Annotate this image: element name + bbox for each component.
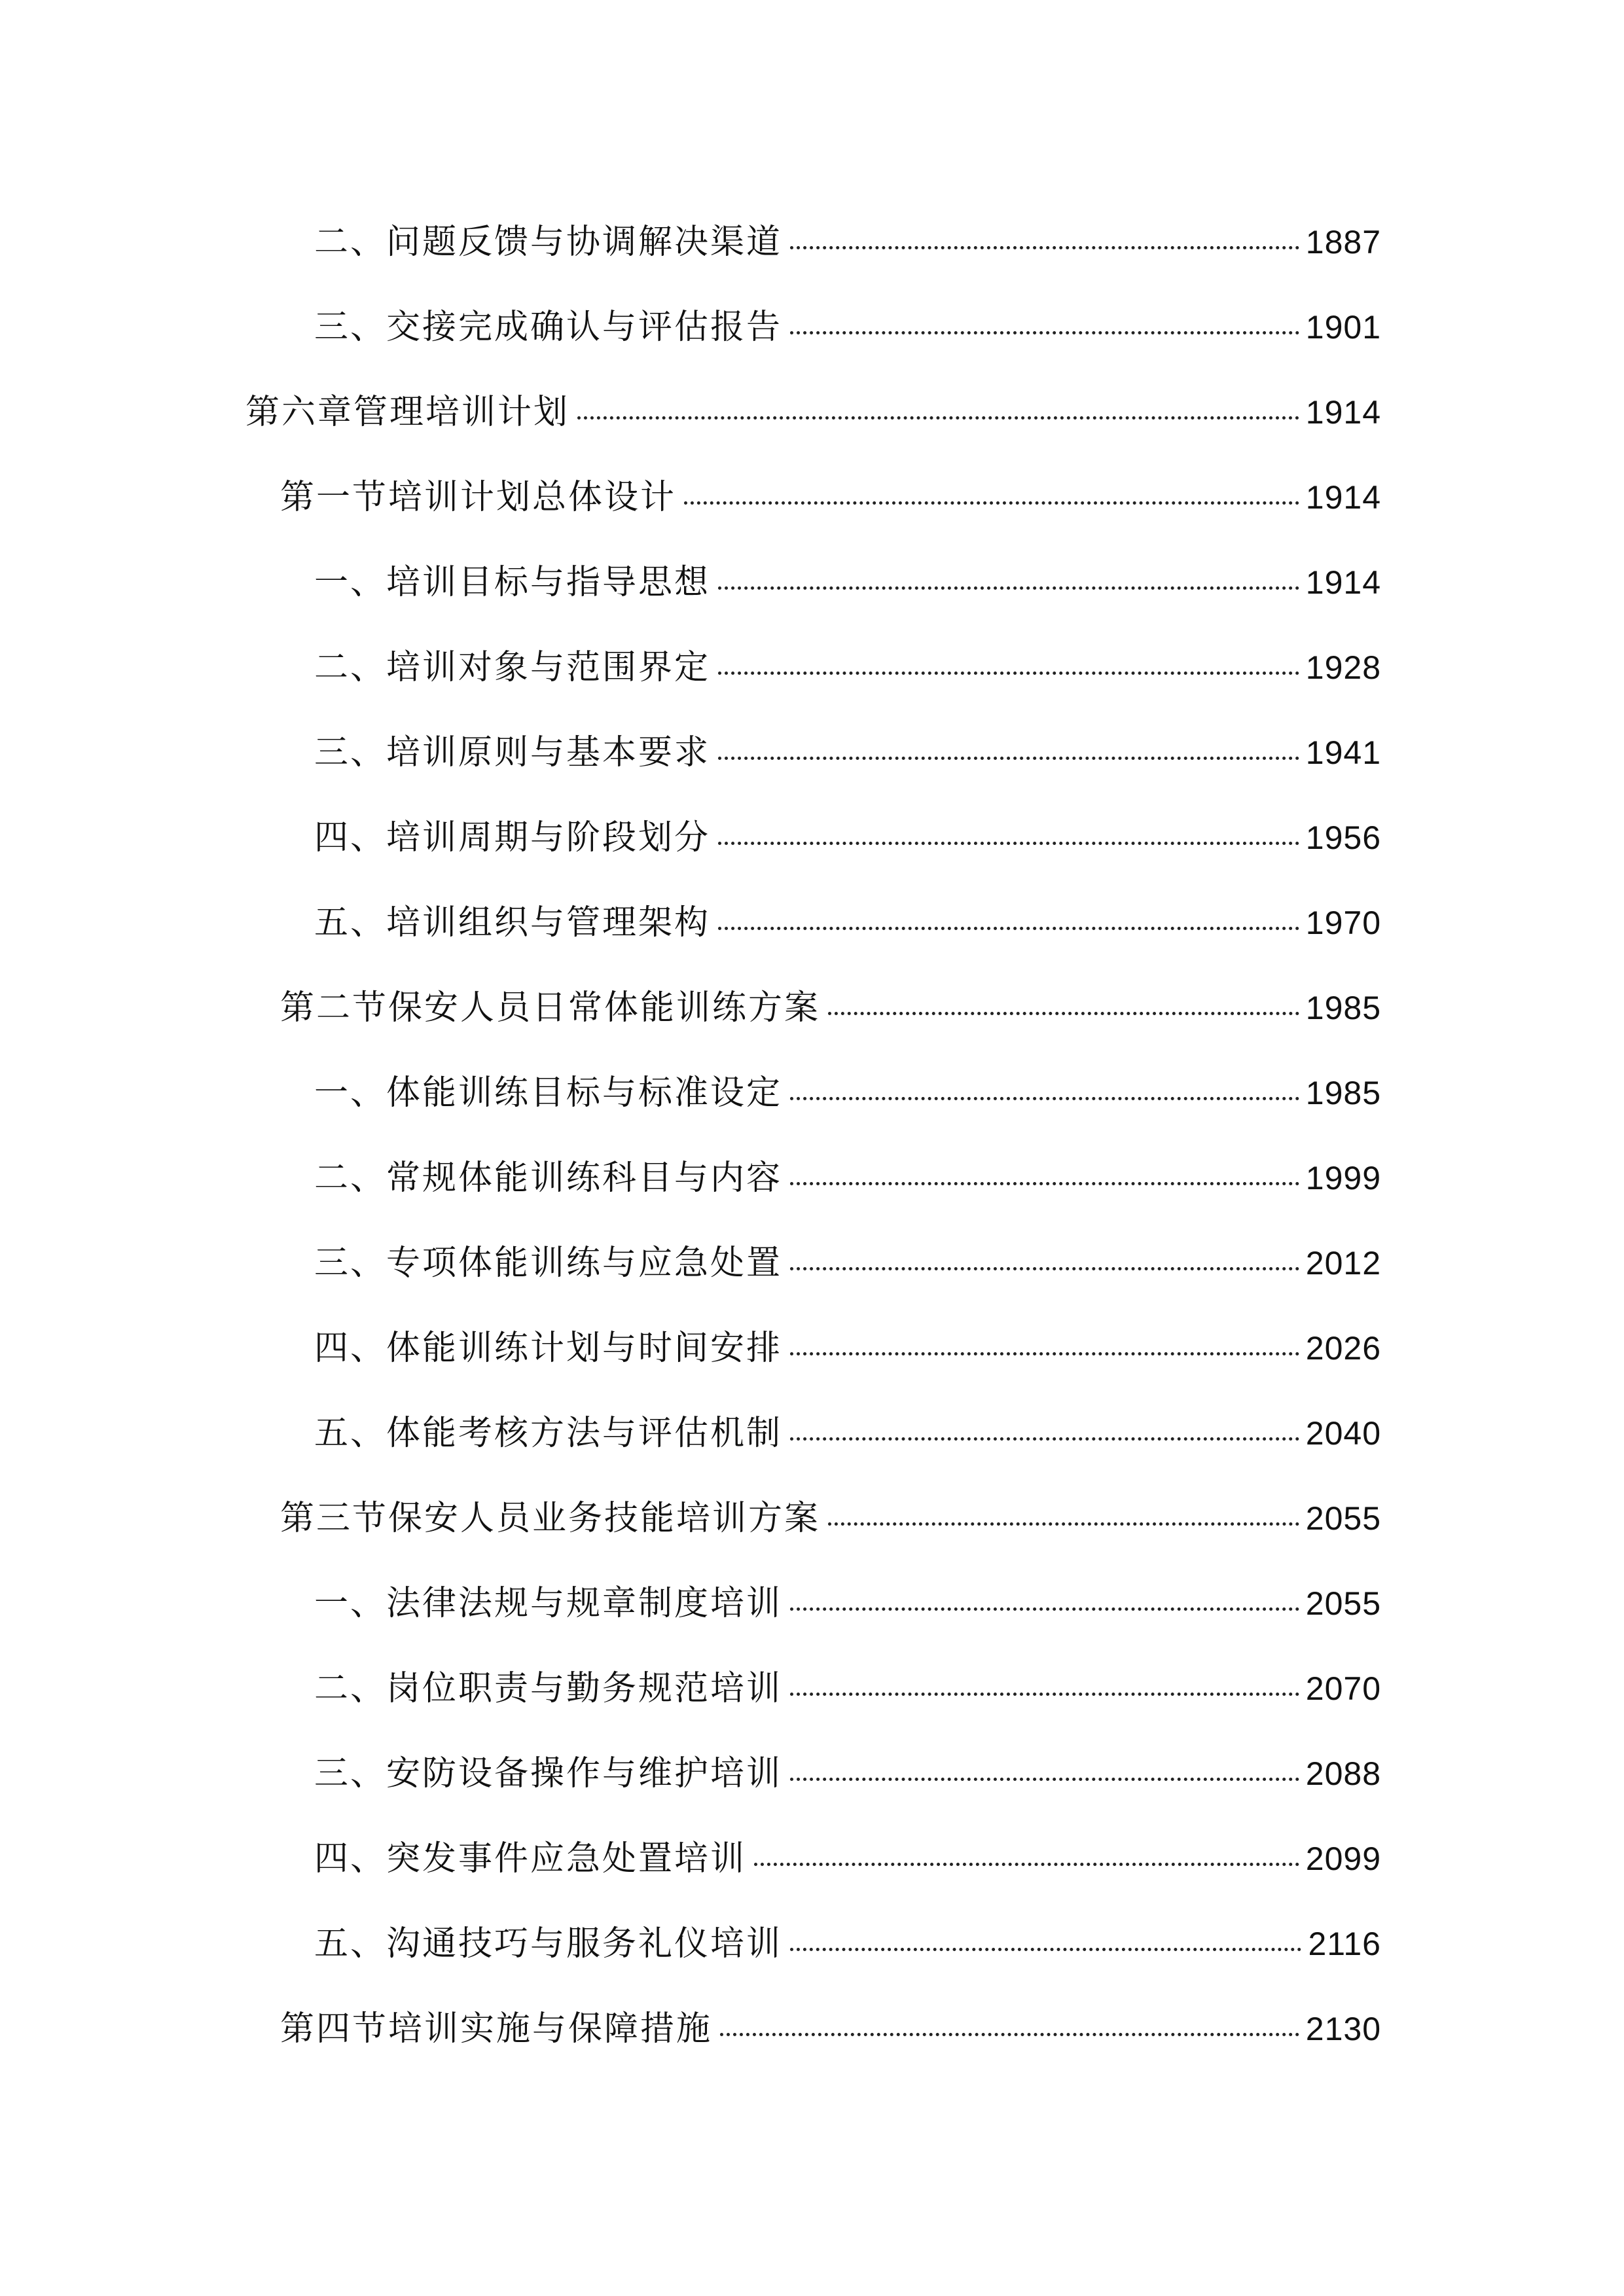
toc-entry-subsection[interactable]	[314, 1319, 1381, 1378]
toc-entry-page-number: 2055	[1305, 1585, 1381, 1622]
toc-entry-subsection[interactable]	[314, 893, 1381, 952]
toc-entry-title: 四、体能训练计划与时间安排	[314, 1329, 783, 1368]
toc-entry-subsection[interactable]	[314, 638, 1381, 697]
toc-entry-page-number: 1985	[1305, 1075, 1381, 1111]
toc-entry-subsection[interactable]	[314, 808, 1381, 867]
toc-entry-title: 一、体能训练目标与标准设定	[314, 1073, 783, 1113]
toc-entry-page-number: 2116	[1308, 1926, 1381, 1962]
toc-entry-page-number: 1985	[1305, 990, 1381, 1026]
toc-entry-title: 第一节培训计划总体设计	[280, 478, 677, 517]
toc-entry-page-number: 2026	[1305, 1330, 1381, 1367]
toc-entry-subsection[interactable]	[314, 1829, 1381, 1888]
toc-entry-subsection[interactable]	[314, 553, 1381, 612]
dot-leader	[684, 501, 1299, 505]
toc-entry-title: 三、交接完成确认与评估报告	[314, 308, 783, 347]
toc-entry-page-number: 2088	[1305, 1755, 1381, 1792]
dot-leader	[828, 1522, 1299, 1526]
toc-entry-title: 一、培训目标与指导思想	[314, 563, 711, 602]
toc-entry-section[interactable]	[280, 978, 1381, 1037]
toc-entry-title: 二、培训对象与范围界定	[314, 648, 711, 687]
dot-leader	[790, 1948, 1301, 1951]
toc-entry-title: 五、培训组织与管理架构	[314, 903, 711, 942]
toc-entry-subsection[interactable]	[314, 1744, 1381, 1803]
toc-entry-page-number: 1914	[1305, 394, 1381, 431]
toc-entry-title: 第二节保安人员日常体能训练方案	[280, 988, 821, 1028]
toc-entry-title: 五、体能考核方法与评估机制	[314, 1414, 783, 1453]
dot-leader	[577, 416, 1299, 420]
dot-leader	[718, 586, 1299, 590]
toc-entry-subsection[interactable]	[314, 1234, 1381, 1293]
dot-leader	[790, 1693, 1299, 1696]
dot-leader	[790, 246, 1299, 249]
toc-entry-page-number: 1914	[1305, 564, 1381, 601]
toc-entry-title: 三、安防设备操作与维护培训	[314, 1754, 783, 1793]
dot-leader	[790, 1097, 1299, 1100]
toc-entry-subsection[interactable]	[314, 1149, 1381, 1208]
dot-leader	[790, 1437, 1299, 1441]
dot-leader	[790, 331, 1299, 334]
toc-entry-title: 第四节培训实施与保障措施	[280, 2009, 713, 2049]
dot-leader	[790, 1352, 1299, 1355]
toc-entry-page-number: 1914	[1305, 479, 1381, 516]
toc-entry-page-number: 1941	[1305, 734, 1381, 771]
dot-leader	[718, 672, 1299, 675]
toc-entry-page-number: 1999	[1305, 1160, 1381, 1196]
toc-entry-subsection[interactable]	[314, 1404, 1381, 1463]
dot-leader	[790, 1267, 1299, 1270]
toc-entry-title: 三、专项体能训练与应急处置	[314, 1244, 783, 1283]
dot-leader	[790, 1607, 1299, 1611]
toc-entry-subsection[interactable]	[314, 213, 1381, 272]
dot-leader	[790, 1778, 1299, 1781]
toc-entry-title: 五、沟通技巧与服务礼仪培训	[314, 1924, 783, 1964]
toc-entry-page-number: 2070	[1305, 1670, 1381, 1707]
toc-entry-page-number: 1887	[1305, 224, 1381, 260]
toc-entry-section[interactable]	[280, 1489, 1381, 1548]
toc-entry-page-number: 1956	[1305, 819, 1381, 856]
toc-entry-title: 二、问题反馈与协调解决渠道	[314, 223, 783, 262]
toc-entry-page-number: 2040	[1305, 1415, 1381, 1452]
toc-entry-page-number: 2099	[1305, 1840, 1381, 1877]
dot-leader	[718, 927, 1299, 930]
toc-entry-subsection[interactable]	[314, 1914, 1381, 1973]
dot-leader	[718, 757, 1299, 760]
dot-leader	[754, 1863, 1299, 1866]
dot-leader	[720, 2033, 1299, 2036]
toc-entry-page-number: 2012	[1305, 1245, 1381, 1282]
toc-entry-subsection[interactable]	[314, 1574, 1381, 1633]
toc-entry-title: 二、常规体能训练科目与内容	[314, 1158, 783, 1198]
toc-entry-title: 第六章管理培训计划	[245, 393, 570, 432]
toc-entry-page-number: 1901	[1305, 309, 1381, 346]
toc-entry-chapter[interactable]	[245, 383, 1381, 442]
toc-entry-subsection[interactable]	[314, 298, 1381, 357]
toc-entry-title: 第三节保安人员业务技能培训方案	[280, 1499, 821, 1538]
toc-entry-section[interactable]	[280, 468, 1381, 527]
toc-entry-title: 二、岗位职责与勤务规范培训	[314, 1669, 783, 1708]
toc-entry-subsection[interactable]	[314, 723, 1381, 782]
toc-entry-subsection[interactable]	[314, 1064, 1381, 1122]
toc-entry-page-number: 2130	[1305, 2011, 1381, 2047]
dot-leader	[718, 842, 1299, 845]
toc-entry-title: 四、突发事件应急处置培训	[314, 1839, 747, 1878]
toc-entry-page-number: 1970	[1305, 905, 1381, 941]
toc-entry-subsection[interactable]	[314, 1659, 1381, 1718]
toc-entry-title: 一、法律法规与规章制度培训	[314, 1584, 783, 1623]
dot-leader	[828, 1012, 1299, 1015]
dot-leader	[790, 1182, 1299, 1185]
toc-entry-title: 四、培训周期与阶段划分	[314, 818, 711, 857]
toc-entry-page-number: 1928	[1305, 649, 1381, 686]
toc-entry-page-number: 2055	[1305, 1500, 1381, 1537]
toc-entry-section[interactable]	[280, 2000, 1381, 2058]
toc-entry-title: 三、培训原则与基本要求	[314, 733, 711, 772]
